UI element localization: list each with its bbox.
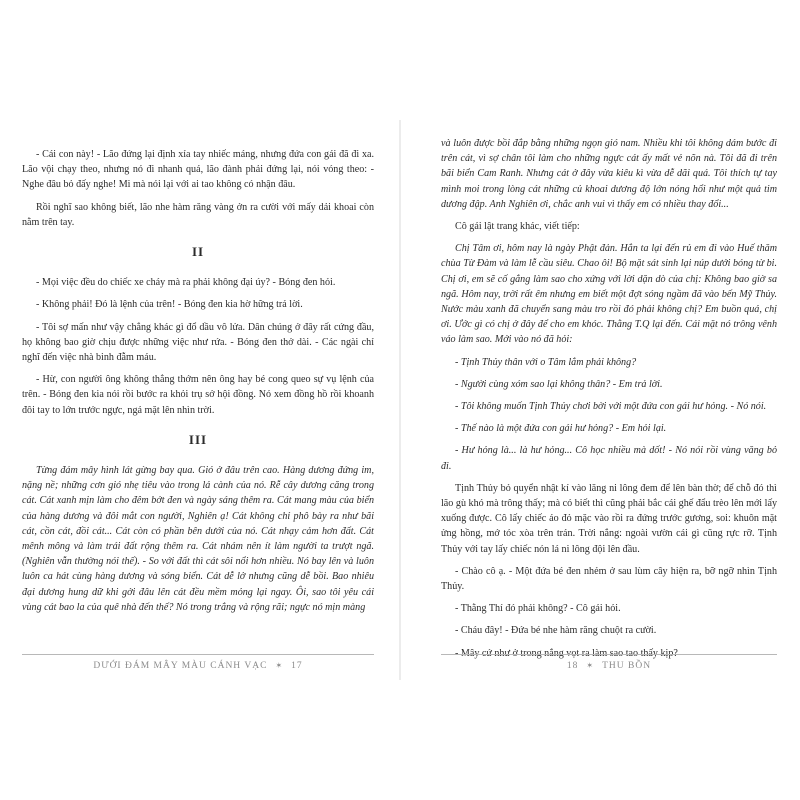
paragraph: - Cái con này! - Lão đứng lại định xỉa tay nhiếc máng, nhưng đứa con gái đã đi xa. Lão vội chạy theo, nhưng nó đi nhanh quá, lão đành phải đứng lại, nói vóng theo: - Nghe đâu bỏ đấy nghe! Mi mà nói lại với ai tao không có nhận đâu. xyxy=(22,149,374,191)
dialog-line: - Thằng Thí đó phải không? - Cô gái hỏi. xyxy=(455,603,621,615)
left-footer xyxy=(22,661,374,671)
dialog-line: - Chào cô ạ. - Một đứa bé đen nhẻm ở sau lùm cây hiện ra, bỡ ngỡ nhìn Tịnh Thủy. xyxy=(441,565,777,593)
paragraph-italic: Chị Tâm ơi, hôm nay là ngày Phật đản. Hắn ta lại đến rủ em đi vào Huế thăm chùa Từ Đàm và làm lễ cầu siêu. Chao ôi! Bộ mặt sát sinh lại núp dưới bóng từ bi. Chị ơi, em sẽ cố gắng làm sao cho xứng với lời dặn dò của chị: Không bao giờ sa ngã. Hôm nay, trời rất êm nhưng em biết một đợt sóng ngầm đã vào bến Mỹ Thủy. Nước màu xanh đã chuyển sang màu tro rồi đó phải không chị? Em buồn quá, chị ơi. Ước gì có chị ở đây để cho em khóc. Thằng T.Q lại đến. Cái mặt nó trông vênh váo làm sao. Mới vào nó đã hỏi: xyxy=(441,243,777,346)
footer-rule xyxy=(441,654,777,655)
left-text-block xyxy=(22,147,374,622)
dialog-line: - Tôi không muốn Tịnh Thủy chơi bời với một đứa con gái hư hỏng. - Nó nói. xyxy=(455,401,767,413)
paragraph: - Không phải! Đó là lệnh của trên! - Bóng đen kia hờ hững trả lời. xyxy=(36,299,303,311)
dialog-line: - Hư hỏng là... là hư hỏng... Cô học nhiều mà dốt! - Nó nói rồi vùng văng bỏ đi. xyxy=(441,445,777,472)
page-number: 18 xyxy=(566,661,579,671)
paragraph: - Hừ, con người ông không thẳng thớm nên ông hay bé cong queo sự vụ lệnh của trên. - Bóng đen kia nói rồi bước ra khỏi trụ sở hội đồng. Nó xem đồng hồ rồi khoanh đôi tay to lớn trước ngực, ngả mặt lên nhìn trời. xyxy=(22,374,374,416)
paragraph: Tịnh Thủy bỏ quyển nhật kí vào lăng ni lông đem để lên bàn thờ; để chỗ đó thì lão gù khó mà trông thấy; mà có biết thì cũng phải bắc cái ghế đẩu trèo lên mới lấy xuống được. Cô lấy chiếc áo đỏ mặc vào rồi ra đứng trước gương, soi: khuôn mặt ửng hồng, mớ tóc xòa trên trán. Trời nắng: ngoài vườn cái gì cũng rực rỡ. Tịnh Thủy với tay lấy chiếc nón lá ni lông đội lên đầu. xyxy=(441,482,777,555)
paragraph-italic: Từng đám mây hình lát gừng bay qua. Gió ở đâu trên cao. Hàng dương đứng im, nặng nề; những cơn gió nhẹ tiêu vào trong lá cành của nó. Rễ cây dương căng trong cát. Cát xanh mịn làm cho đêm bớt đen và ngày sáng thêm ra. Cát mang màu của biển của hàng dương và đôi mắt con người, Nghiên ạ! Cát không chỉ phô bày ra như bãi cát, cồn cát, đồi cát... Cát còn có phần bên dưới của nó. Cát nhạy cảm hơn đất. Cát mênh mông và làm trái đất rộng thêm ra. Cát nhám nên ít làm người ta trượt ngã. (Nghiên vẫn thường nói thế). - So với đất thì cát sôi nổi hơn nhiều. Nó bay lên và luôn luôn ca hát cùng hàng dương và sóng biển. Cát dễ lở nhưng cũng dễ bồi. Bao nhiêu đại dương hung dữ khi gởi đâu lên cát đều mềm mỏng lại ngay. Ôi, sao tôi yêu cái vùng cát bao la của quê nhà đến thế? Nó trong trắng và rộng rãi; ngực nó mịn màng xyxy=(22,465,374,613)
dialog-line: - Tịnh Thủy thân với o Tâm lắm phải không? xyxy=(455,356,637,368)
footer-rule xyxy=(22,654,374,655)
right-footer xyxy=(441,661,777,671)
page-number: 17 xyxy=(291,661,303,671)
star-ornament-icon: ✶ xyxy=(275,661,284,670)
paragraph: - Mọi việc đều do chiếc xe cháy mà ra phải không đại úy? - Bóng đen hỏi. xyxy=(36,277,336,289)
paragraph: Rồi nghĩ sao không biết, lão nhe hàm răng vàng ởn ra cười với mấy dải khoai còn nằm trên tay. xyxy=(22,201,374,228)
paragraph: Cô gái lật trang khác, viết tiếp: xyxy=(455,221,580,233)
right-text-block xyxy=(441,136,777,668)
dialog-line: - Cháu đây! - Đứa bé nhe hàm răng chuột ra cười. xyxy=(455,625,657,637)
running-title: DƯỚI ĐÁM MÂY MÀU CÁNH VẠC xyxy=(93,661,268,671)
paragraph: - Tôi sợ mấn như vậy chẳng khác gì đổ dầu vô lửa. Dân chúng ở đây rất cứng đầu, họ không bao giờ chịu được những việc như rứa. - Bóng đen thở dài. - Các ngài chỉ nghĩ đến việc nhà binh đẫm máu. xyxy=(22,321,374,364)
dialog-line: - Thế nào là một đứa con gái hư hỏng? - Em hỏi lại. xyxy=(455,423,667,435)
section-heading-3: III xyxy=(188,431,208,447)
running-author: THU BỒN xyxy=(602,661,652,671)
dialog-line: - Người cùng xóm sao lại không thân? - Em trả lời. xyxy=(455,378,663,390)
section-heading-2: II xyxy=(191,244,205,260)
paragraph-italic: và luôn được bồi đắp bằng những ngọn gió nam. Nhiều khi tôi không dám bước đi trên cát, vì sợ chân tôi làm cho những ngực cát ấy mất vẻ nõn nà. Tôi đã đi trên bãi biển Cam Ranh. Nhưng cát ở đây vừa kiêu kì vừa dễ dãi quá. Tôi thích tự tay mình moi trong lòng cát những củ khoai dương độ lớn nóng hổi như một quả tim dương đập. Anh Nghiên ơi, chắc anh vui vì thấy em có nhiều thay đổi... xyxy=(441,138,777,210)
star-ornament-icon: ✶ xyxy=(586,661,595,670)
